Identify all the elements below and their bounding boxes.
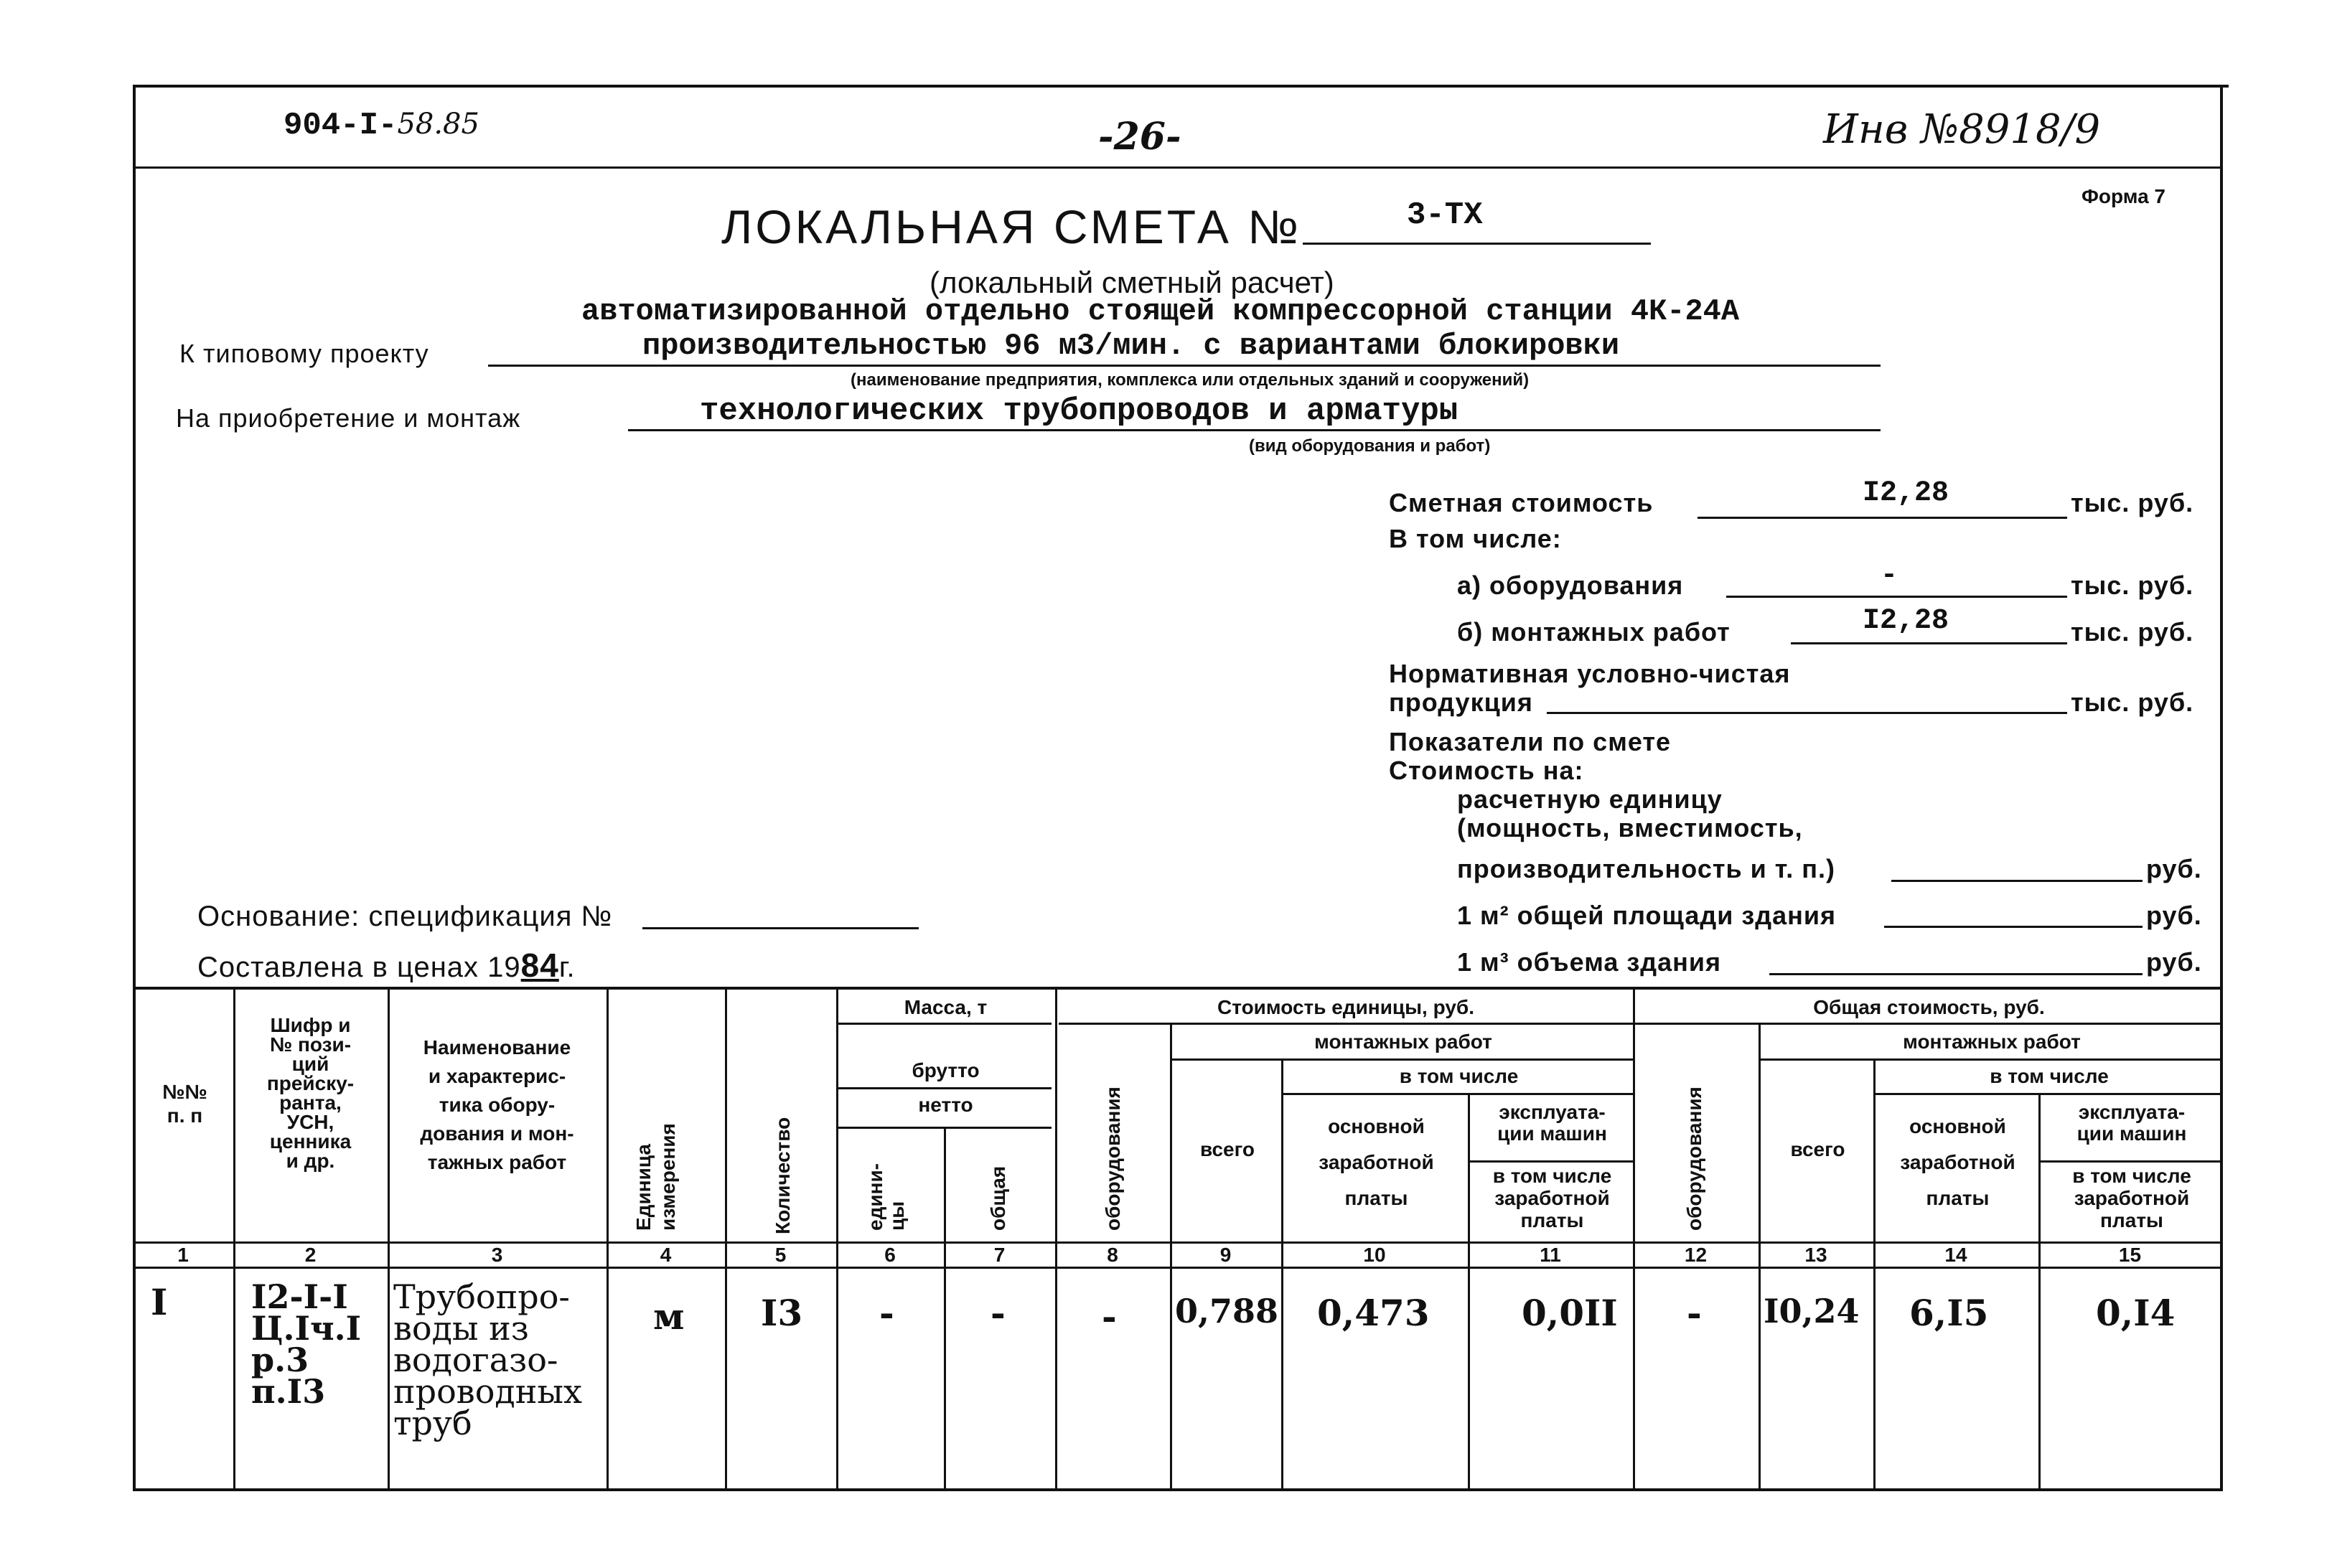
col-sep-1: [233, 987, 235, 1489]
header-netto: нетто: [918, 1094, 973, 1116]
including-label: В том числе:: [1389, 524, 1562, 553]
equipment-label: а) оборудования: [1457, 571, 1684, 600]
header-total-including: в том числе: [1990, 1065, 2109, 1087]
equipment-value: -: [1881, 560, 1898, 592]
cost-label: Сметная стоимость: [1389, 488, 1654, 517]
page-number: -26-: [1098, 115, 1181, 159]
row-mass-total: -: [991, 1292, 1006, 1334]
install-underline: [1791, 642, 2067, 644]
row-unit-equipment: -: [1102, 1295, 1117, 1338]
col-number: 11: [1540, 1244, 1561, 1266]
col-sep-3: [607, 987, 609, 1489]
row-unit-total: 0,788: [1175, 1292, 1279, 1330]
cost-underline: [1698, 517, 2067, 519]
col-sep-14: [2038, 1093, 2041, 1489]
unit-calc-underline: [1891, 880, 2143, 882]
row-mass-unit: -: [879, 1292, 894, 1334]
unit-install-line: [1170, 1058, 1633, 1061]
header-total-install: монтажных работ: [1903, 1031, 2081, 1053]
basis-underline: [642, 927, 919, 929]
col-number: 13: [1804, 1244, 1827, 1266]
header-total-equipment: оборудования: [1683, 1086, 1705, 1231]
header-row-number: №№ п. п: [162, 1081, 207, 1127]
install-label: б) монтажных работ: [1457, 617, 1731, 647]
doc-code-handwritten: 58.85: [397, 108, 479, 141]
brutto-line: [836, 1087, 1052, 1089]
row-number: I: [151, 1281, 168, 1323]
normative-underline: [1547, 712, 2067, 714]
header-unit-base-salary: основной заработной платы: [1319, 1115, 1434, 1209]
normative-unit: тыс. руб.: [2071, 687, 2194, 717]
equipment-unit: тыс. руб.: [2071, 571, 2194, 600]
col-sep-2: [388, 987, 390, 1489]
page-title: ЛОКАЛЬНАЯ СМЕТА №: [721, 200, 1302, 253]
row-name: Трубопро- воды из водогазо- проводных труб: [393, 1277, 582, 1442]
col-number: 8: [1107, 1244, 1118, 1266]
col-number: 15: [2118, 1244, 2142, 1266]
install-unit: тыс. руб.: [2071, 617, 2194, 647]
header-unit-install: монтажных работ: [1314, 1031, 1492, 1053]
cost-unit: тыс. руб.: [2071, 488, 2194, 517]
col-sep-5: [836, 987, 838, 1489]
row-quantity: I3: [761, 1292, 803, 1334]
header-total-cost: Общая стоимость, руб.: [1813, 996, 2045, 1018]
unit-machines-line: [1468, 1160, 1633, 1163]
normative-label-1: Нормативная условно-чистая: [1389, 659, 1791, 688]
col-sep-13: [1873, 1058, 1876, 1489]
col-number: 7: [993, 1244, 1006, 1266]
cost-value: I2,28: [1863, 477, 1949, 510]
col-number: 12: [1684, 1244, 1708, 1266]
header-unit-including: в том числе: [1399, 1065, 1519, 1087]
prices-year: 84: [520, 947, 559, 984]
estimate-table: [133, 987, 2223, 1489]
header-unit-machines: эксплуата- ции машин: [1497, 1101, 1607, 1145]
equipment-underline: [1726, 596, 2067, 598]
header-code: Шифр и № пози- ций прейску- ранта, УСН, ценника и др.: [266, 1014, 355, 1172]
row-total-base: 6,I5: [1909, 1292, 1989, 1334]
header-mass: Масса, т: [904, 996, 988, 1018]
project-name-line2: производительностью 96 м3/мин. с вариантами блокировки: [642, 329, 1620, 363]
colnum-bottom-line: [133, 1267, 2223, 1269]
header-total-base-salary: основной заработной платы: [1900, 1115, 2015, 1209]
col-number: 6: [884, 1244, 896, 1266]
header-unit-cost: Стоимость единицы, руб.: [1217, 996, 1474, 1018]
col-sep-9: [1281, 1058, 1283, 1489]
doc-code-print: 904-I-: [284, 108, 398, 144]
header-name: Наименование и характерис- тика обору- дования и мон- тажных работ: [420, 1036, 574, 1173]
col-number: 3: [491, 1244, 503, 1266]
project-caption: (наименование предприятия, комплекса или отдельных зданий и сооружений): [851, 370, 1530, 390]
subtitle: (локальный сметный расчет): [929, 266, 1334, 299]
total-install-line: [1759, 1058, 2221, 1061]
col-sep-6: [944, 1127, 946, 1489]
header-divider: [133, 166, 2223, 169]
document-code: [284, 108, 479, 144]
row-code: I2-I-I Ц.Iч.I р.3 п.I3: [251, 1277, 362, 1411]
col-number: 14: [1944, 1244, 1967, 1266]
prices-label-suffix: г.: [558, 952, 576, 983]
purpose-underline: [628, 429, 1881, 431]
header-mass-total: общая: [987, 1165, 1009, 1231]
install-value: I2,28: [1863, 605, 1949, 637]
purpose-value: технологических трубопроводов и арматуры: [700, 393, 1458, 429]
estimate-number-underline: [1303, 243, 1651, 245]
header-mass-unit: едини- цы: [864, 1163, 908, 1231]
row-unit: м: [653, 1295, 685, 1338]
col-number: 1: [177, 1244, 189, 1266]
volume-underline: [1769, 973, 2143, 975]
cost-header-line: [1059, 1023, 2221, 1025]
volume-label: 1 м³ объема здания: [1457, 947, 1722, 977]
header-unit-total: всего: [1199, 1138, 1255, 1160]
volume-unit: руб.: [2146, 947, 2202, 977]
table-top-line: [133, 987, 2223, 990]
unit-including-line: [1281, 1093, 1633, 1095]
header-total-machines: эксплуата- ции машин: [2076, 1101, 2187, 1145]
project-label: К типовому проекту: [179, 339, 429, 368]
col-sep-11: [1633, 987, 1635, 1489]
col-sep-10: [1468, 1093, 1470, 1489]
project-underline: [488, 365, 1881, 367]
col-sep-7: [1055, 987, 1057, 1489]
header-unit-machines-salary: в том числе заработной платы: [1492, 1165, 1612, 1231]
inventory-number: Инв №8918/9: [1823, 106, 2101, 153]
area-label: 1 м² общей площади здания: [1457, 901, 1836, 930]
header-quantity: Количество: [772, 1117, 794, 1234]
unit-calc-label-1: расчетную единицу: [1457, 784, 1723, 814]
cost-on-label: Стоимость на:: [1389, 756, 1584, 785]
total-including-line: [1873, 1093, 2221, 1095]
row-total-equipment: -: [1687, 1292, 1702, 1334]
purpose-label: На приобретение и монтаж: [176, 403, 521, 433]
row-total-machines: 0,I4: [2096, 1292, 2176, 1334]
col-sep-4: [725, 987, 727, 1489]
unit-calc-unit: руб.: [2146, 854, 2202, 883]
header-total-total: всего: [1790, 1138, 1845, 1160]
col-number: 10: [1363, 1244, 1386, 1266]
project-name-line1: автоматизированной отдельно стоящей компрессорной станции 4К-24А: [581, 294, 1740, 329]
unit-calc-label-3: производительность и т. п.): [1457, 854, 1835, 883]
frame-top-border: [133, 85, 2229, 88]
header-unit: Единица измерения: [632, 1123, 679, 1231]
row-total-total: I0,24: [1764, 1292, 1860, 1330]
header-unit-equipment: оборудования: [1102, 1086, 1124, 1231]
row-unit-base: 0,473: [1317, 1292, 1430, 1334]
area-underline: [1884, 926, 2143, 928]
total-machines-line: [2038, 1160, 2221, 1163]
col-number: 4: [660, 1244, 672, 1266]
indicators-label: Показатели по смете: [1389, 727, 1672, 756]
purpose-caption: (вид оборудования и работ): [1249, 436, 1491, 456]
prices-label-text: Составлена в ценах 19: [197, 952, 521, 983]
row-unit-machines: 0,0II: [1522, 1292, 1618, 1334]
basis-label: Основание: спецификация №: [197, 901, 613, 932]
area-unit: руб.: [2146, 901, 2202, 930]
header-total-machines-salary: в том числе заработной платы: [2072, 1165, 2191, 1231]
unit-calc-label-2: (мощность, вместимость,: [1457, 813, 1803, 842]
form-label: Форма 7: [2082, 185, 2166, 207]
normative-label-2: продукция: [1389, 687, 1533, 717]
mass-header-line: [836, 1023, 1052, 1025]
header-brutto: брутто: [912, 1059, 980, 1081]
col-number: 9: [1219, 1244, 1232, 1266]
estimate-number: 3-ТХ: [1407, 197, 1483, 233]
prices-label: [197, 946, 576, 985]
col-number: 5: [774, 1244, 787, 1266]
col-number: 2: [304, 1244, 317, 1266]
